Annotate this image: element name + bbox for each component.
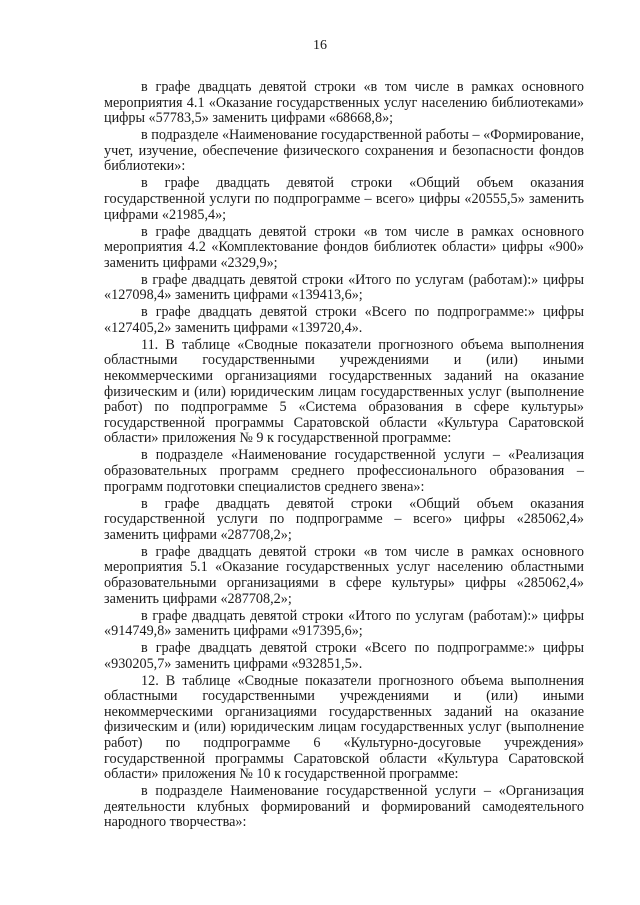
page-number: 16	[313, 38, 327, 53]
paragraph: в графе двадцать девятой строки «в том числе в рамках основного мероприятия 4.2 «Комплектование фондов библиотек области» цифры «900» заменить цифрами «2329,9»;	[104, 223, 584, 271]
document-body	[104, 80, 584, 832]
paragraph: в графе двадцать девятой строки «Общий объем оказания государственной услуги по подпрограмме – всего» цифры «285062,4» заменить цифрами «287708,2»;	[104, 495, 584, 543]
paragraph: в графе двадцать девятой строки «в том числе в рамках основного мероприятия 4.1 «Оказание государственных услуг населению библиотеками» цифры «57783,5» заменить цифрами «68668,8»;	[104, 79, 584, 127]
paragraph: в графе двадцать девятой строки «Итого по услугам (работам):» цифры «914749,8» заменить цифрами «917395,6»;	[104, 607, 584, 640]
paragraph: в подразделе «Наименование государственной работы – «Формирование, учет, изучение, обеспечение физического сохранения и безопасности фондов библиотеки»:	[104, 127, 584, 175]
paragraph: в графе двадцать девятой строки «Общий объем оказания государственной услуги по подпрограмме – всего» цифры «20555,5» заменить цифрами «21985,4»;	[104, 175, 584, 223]
paragraph: в графе двадцать девятой строки «Всего по подпрограмме:» цифры «930205,7» заменить цифрами «932851,5».	[104, 640, 584, 672]
paragraph: в графе двадцать девятой строки «Итого по услугам (работам):» цифры «127098,4» заменить цифрами «139413,6»;	[104, 271, 584, 304]
paragraph: в графе двадцать девятой строки «Всего по подпрограмме:» цифры «127405,2» заменить цифрами «139720,4».	[104, 304, 584, 336]
paragraph: 11. В таблице «Сводные показатели прогнозного объема выполнения областными государственными учреждениями и (или) иными некоммерческими организациями государственных заданий на оказание физическим и (или) юридическим лицам государственных услуг (выполнение работ) по подпрограмме 5 «Система образования в сфере культуры» государственной программы Саратовской области «Культура Саратовской области» приложения № 9 к государственной программе:	[104, 336, 584, 447]
paragraph: в подразделе Наименование государственной услуги – «Организация деятельности клубных формирований и формирований самодеятельного народного творчества»:	[104, 783, 584, 831]
paragraph: в графе двадцать девятой строки «в том числе в рамках основного мероприятия 5.1 «Оказание государственных услуг населению областными образовательными организациями в сфере культуры» цифры «285062,4» заменить цифрами «287708,2»;	[104, 543, 584, 607]
paragraph: 12. В таблице «Сводные показатели прогнозного объема выполнения областными государственными учреждениями и (или) иными некоммерческими организациями государственных заданий на оказание физическим и (или) юридическим лицам государственных услуг (выполнение работ) по подпрограмме 6 «Культурно-досуговые учреждения» государственной программы Саратовской области «Культура Саратовской области» приложения № 10 к государственной программе:	[104, 672, 584, 783]
paragraph: в подразделе «Наименование государственной услуги – «Реализация образовательных программ среднего профессионального образования – программ подготовки специалистов среднего звена»:	[104, 447, 584, 495]
